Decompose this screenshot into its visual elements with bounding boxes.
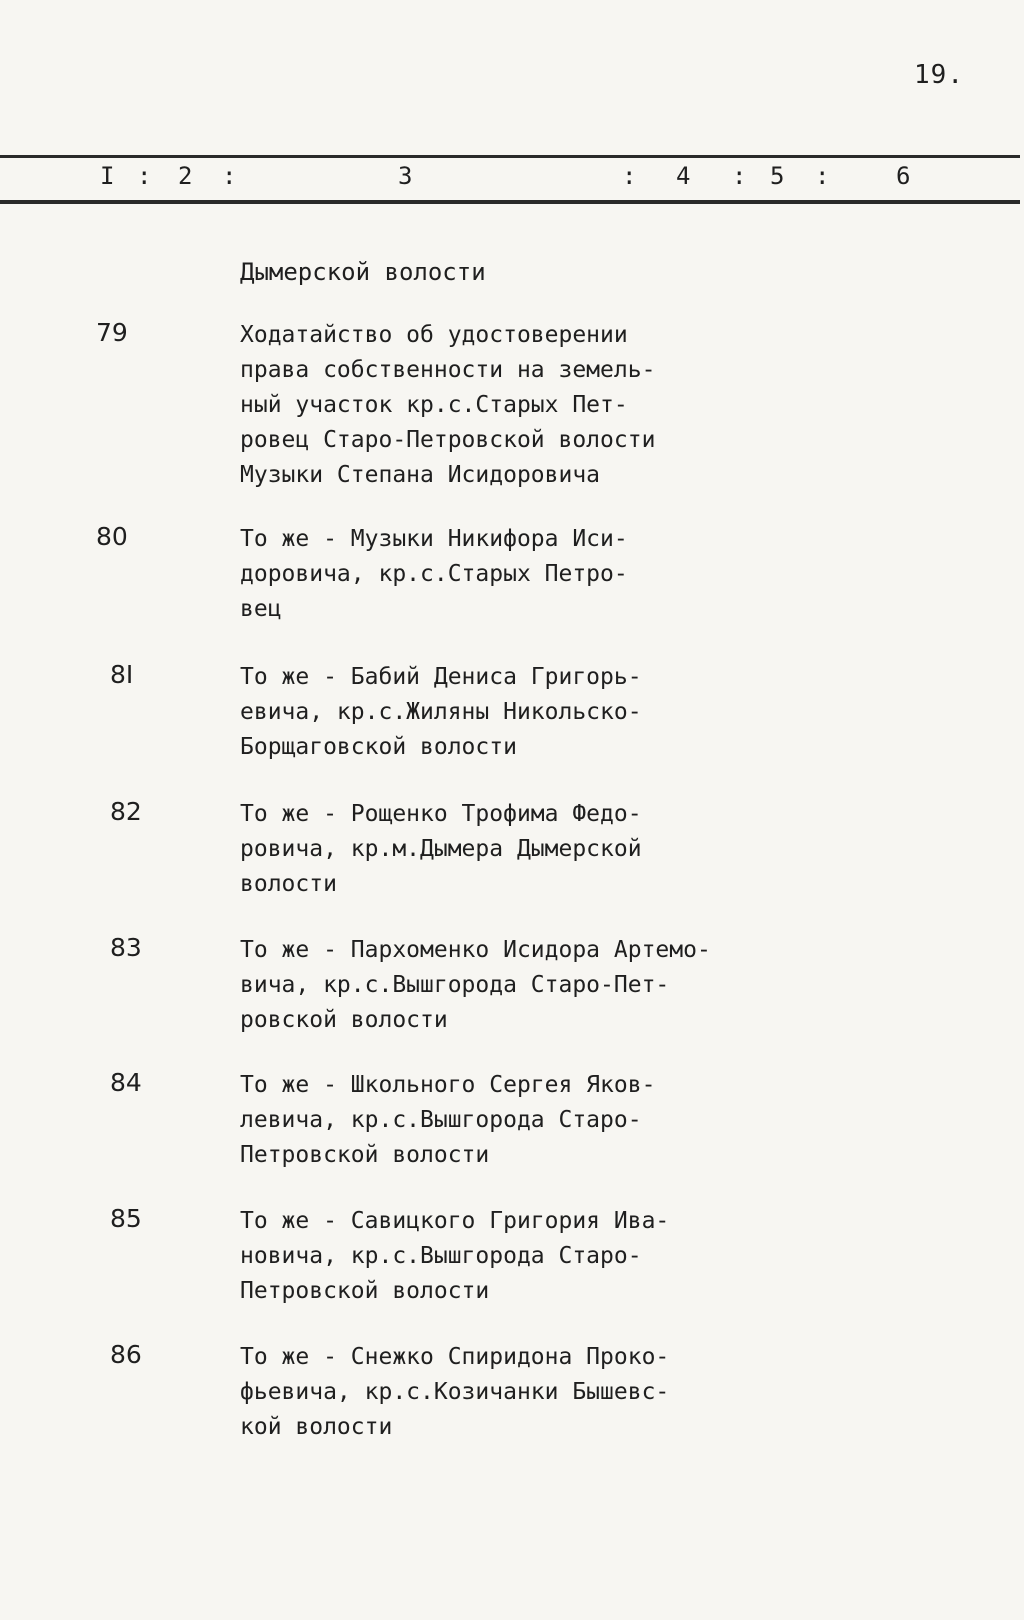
column-separator: :	[222, 162, 237, 190]
column-header-2: 2	[178, 162, 193, 190]
entry-description: Ходатайство об удостоверении права собственности на земель- ный участок кр.с.Старых Пет- ровец Старо-Петровской волости Музыки Степана Исидоровича	[240, 322, 656, 488]
entry-number: 82	[110, 797, 142, 826]
column-header-3: 3	[398, 162, 413, 190]
section-title: Дымерской волости	[240, 258, 486, 286]
column-separator: :	[732, 162, 747, 190]
column-header-row	[0, 162, 1024, 192]
entry-description: То же - Снежко Спиридона Проко- фьевича, кр.с.Козичанки Бышевс- кой волости	[240, 1344, 670, 1440]
page-number: 19.	[914, 60, 964, 90]
column-header-1: I	[100, 162, 115, 190]
entry-description: То же - Пархоменко Исидора Артемо- вича, кр.с.Вышгорода Старо-Пет- ровской волости	[240, 937, 711, 1033]
column-separator: :	[622, 162, 637, 190]
column-header-5: 5	[770, 162, 785, 190]
entry-description: То же - Рощенко Трофима Федо- ровича, кр.м.Дымера Дымерской волости	[240, 801, 642, 897]
entry-number: 85	[110, 1204, 142, 1233]
column-header-4: 4	[676, 162, 691, 190]
entry-number: 8I	[110, 660, 134, 689]
column-separator: :	[815, 162, 830, 190]
entry-number: 79	[96, 318, 128, 347]
column-separator: :	[137, 162, 152, 190]
entry-number: 86	[110, 1340, 142, 1369]
header-bottom-rule	[0, 200, 1020, 204]
entry-description: То же - Савицкого Григория Ива- новича, кр.с.Вышгорода Старо- Петровской волости	[240, 1208, 670, 1304]
column-header-6: 6	[896, 162, 911, 190]
entry-number: 84	[110, 1068, 142, 1097]
entry-description: То же - Музыки Никифора Иси- доровича, кр.с.Старых Петро- вец	[240, 526, 628, 622]
entry-number: 83	[110, 933, 142, 962]
entry-description: То же - Бабий Дениса Григорь- евича, кр.с.Жиляны Никольско- Борщаговской волости	[240, 664, 642, 760]
header-top-rule	[0, 155, 1020, 158]
entry-description: То же - Школьного Сергея Яков- левича, кр.с.Вышгорода Старо- Петровской волости	[240, 1072, 656, 1168]
entry-number: 80	[96, 522, 128, 551]
